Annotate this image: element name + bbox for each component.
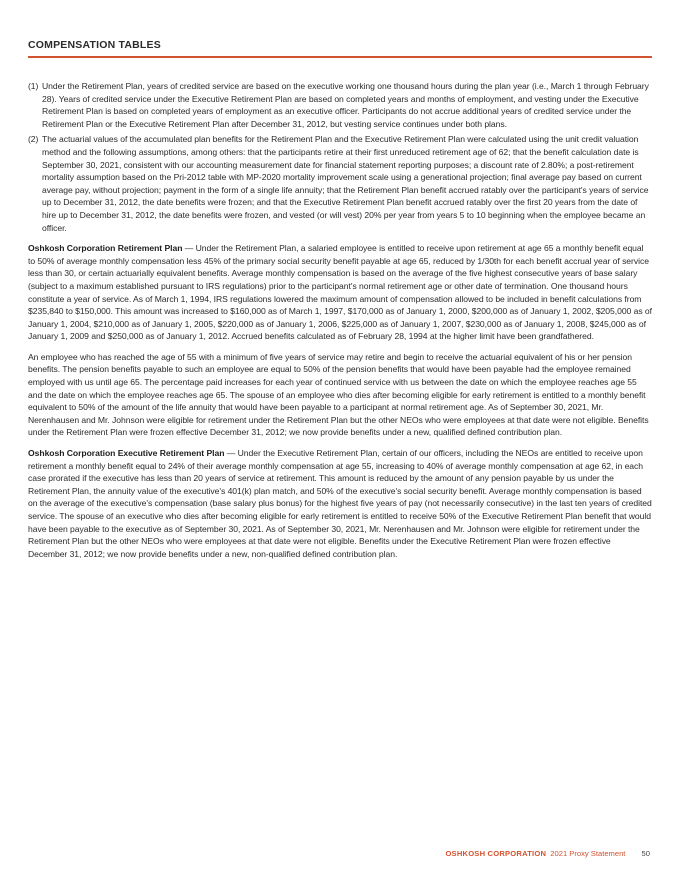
page-content (28, 80, 652, 560)
page-header (28, 39, 652, 58)
header-divider (28, 56, 652, 58)
executive-plan-heading: Oshkosh Corporation Executive Retirement Plan (28, 448, 225, 459)
footnote-number: (2) (28, 134, 39, 145)
footnote-text: Under the Retirement Plan, years of credited service are based on the executive working one thousand hours during the plan year (i.e., March 1 through February 28). Years of credited service under the Executive Retirement Plan are based on completed years and months of employment, and vesting under the Executive Retirement Plan is based on completed years of employment as an executive officer. Participants do not accrue additional years of credited service under the Retirement Plan or the Executive Retirement Plan after December 31, 2012, but vesting service continues under both plans. (42, 81, 649, 129)
retirement-plan-paragraph (28, 242, 652, 343)
footer-brand: OSHKOSH CORPORATION (445, 849, 547, 858)
section-title: COMPENSATION TABLES (28, 39, 161, 51)
footnote-text: The actuarial values of the accumulated plan benefits for the Retirement Plan and the Executive Retirement Plan were calculated using the unit credit valuation method and the following assumptions, among others: that the participants retire at their first unreduced retirement age of 62; that the benefit calculation date is September 30, 2021, consistent with our accounting measurement date for financial statement reporting purposes; a discount rate of 2.80%; a post-retirement mortality assumption based on the Pri-2012 table with MP-2020 mortality improvement scale using a generational projection; final average pay based on current average pay, without projection; payment in the form of a single life annuity; that the Retirement Plan benefit accrued ratably over the participant's years of service up to December 31, 2012, the date benefits were frozen; and that the Executive Retirement Plan benefit accrued ratably over the first 20 years from the date of hire up to December 31, 2012, the date benefits were frozen, and vested (or will vest) 20% per year from years 5 to 10 beginning when the employee became an officer. (42, 134, 649, 233)
executive-plan-paragraph (28, 447, 652, 560)
page-footer (445, 849, 650, 858)
retirement-plan-text: — Under the Retirement Plan, a salaried employee is entitled to receive upon retirement at age 65 a monthly benefit equal to 50% of average monthly compensation less 45% of the primary social security benefit payable at age 65, reduced by 1/30th for each benefit accrual year of service less than 30, or certain actuarially equivalent benefits. Average monthly compensation is based on the average of the five highest consecutive years of base salary (subject to a maximum established pursuant to IRS regulations) prior to the participant's normal retirement age or other date of termination. One thousand hours constitute a year of service. As of March 1, 1994, IRS regulations lowered the maximum amount of compensation allowed to be included in benefit calculations from $235,840 to $150,000. This amount was increased to $160,000 as of March 1, 1997, $170,000 as of January 1, 2000, $200,000 as of January 1, 2002, $205,000 as of January 1, 2004, $210,000 as of January 1, 2005, $220,000 as of January 1, 2006, $225,000 as of January 1, 2007, $230,000 as of January 1, 2008, $245,000 as of January 1, 2009 and $250,000 as of January 1, 2012. Accrued benefits calculated as of February 28, 1994 at the higher limit have been grandfathered. (28, 243, 652, 342)
footnote-2 (28, 133, 652, 234)
footer-document-title: 2021 Proxy Statement (550, 849, 626, 858)
executive-plan-text: — Under the Executive Retirement Plan, certain of our officers, including the NEOs are entitled to receive upon retirement a monthly benefit equal to 24% of their average monthly compensation at age 55, increasing to 40% of average monthly compensation at age 62, in each case prorated if the executive has less than 20 years of service at retirement. This amount is reduced by the amount of any pension payable by us under the Retirement Plan, the annuity value of the executive's 401(k) plan match, and 50% of the executive's social security benefit. Average monthly compensation is based on the average of the executive's compensation (base salary plus bonus) for the highest five years of pay (not necessarily consecutive) in the last ten years of credited service. The spouse of an executive who dies after becoming eligible for early retirement is entitled to receive 50% of the Executive Retirement Plan benefit that would have been payable to the executive as of September 30, 2021. As of September 30, 2021, Mr. Nerenhausen and Mr. Johnson were eligible for retirement under the Retirement Plan but the other NEOs who were employees at that date were not eligible. Benefits under the Executive Retirement Plan were frozen effective December 31, 2012; we now provide benefits under a new, non-qualified defined contribution plan. (28, 448, 652, 559)
footnote-1 (28, 80, 652, 130)
page-number: 50 (641, 849, 650, 858)
footnote-number: (1) (28, 81, 39, 91)
early-retirement-paragraph: An employee who has reached the age of 55 with a minimum of five years of service may retire and begin to receive the actuarial equivalent of his or her pension benefits. The pension benefits payable to such an employee are equal to 50% of the pension benefits that would have been payable had the employee remained employed with us until age 65. The percentage paid increases for each year of continued service with us between the date on which the employee reaches age 55 and the date on which the employee reaches age 65. The spouse of an employee who dies after becoming eligible for early retirement is entitled to a monthly benefit equivalent to 50% of the amount of the life annuity that would have been payable to a participant at normal retirement age. As of September 30, 2021, Mr. Nerenhausen and Mr. Johnson were eligible for retirement under the Retirement Plan but the other NEOs who were employees at that date were not eligible. Benefits under the Retirement Plan were frozen effective December 31, 2012; we now provide benefits under a new, qualified defined contribution plan. (28, 351, 649, 438)
retirement-plan-heading: Oshkosh Corporation Retirement Plan (28, 243, 183, 254)
